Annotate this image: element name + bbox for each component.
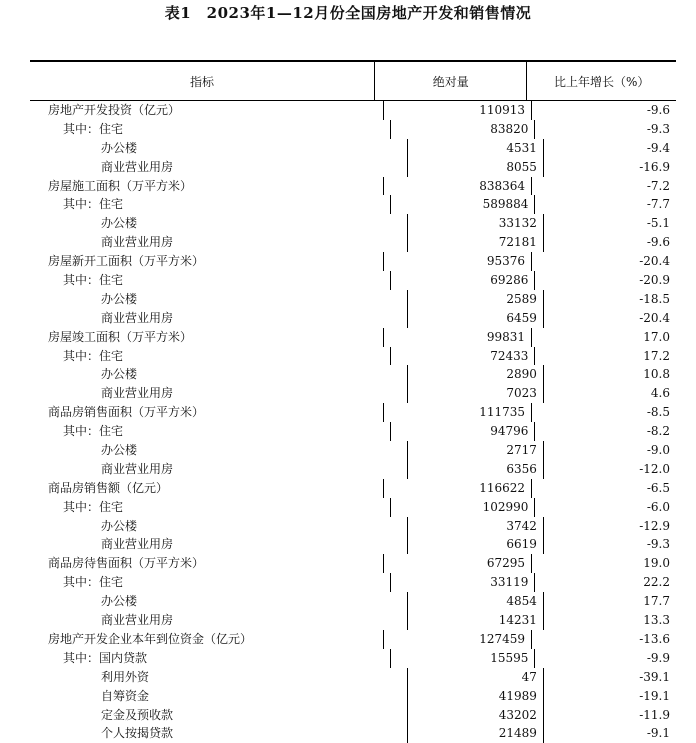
- row-indicator: [30, 649, 390, 668]
- row-label: 住宅: [99, 575, 124, 590]
- row-indicator: [30, 158, 407, 177]
- table-row: [30, 271, 676, 290]
- row-indicator: [30, 120, 390, 139]
- table-row: [30, 724, 676, 743]
- row-indicator: [30, 252, 383, 271]
- row-indicator: [30, 328, 383, 347]
- row-label: 商品房销售面积（万平方米）: [48, 405, 205, 420]
- table-row: [30, 328, 676, 347]
- row-prefix: 其中：: [63, 650, 100, 665]
- row-change: -18.5: [543, 290, 676, 309]
- table-row: [30, 611, 676, 630]
- row-indicator: [30, 535, 407, 554]
- row-label: 住宅: [99, 424, 124, 439]
- row-indicator: [30, 422, 390, 441]
- row-indicator: [30, 460, 407, 479]
- row-value: 6356: [407, 460, 543, 479]
- row-value: 8055: [407, 158, 543, 177]
- row-indicator: [30, 290, 407, 309]
- row-label: 住宅: [99, 121, 124, 136]
- row-change: -11.9: [543, 706, 676, 725]
- row-label: 商业营业用房: [101, 386, 174, 401]
- row-label: 自筹资金: [101, 688, 150, 703]
- row-change: -6.0: [534, 498, 676, 517]
- row-change: -9.0: [543, 441, 676, 460]
- row-indicator: [30, 724, 407, 743]
- row-indicator: [30, 177, 383, 196]
- row-change: -12.9: [543, 517, 676, 536]
- row-change: 10.8: [543, 365, 676, 384]
- row-value: 6459: [407, 309, 543, 328]
- row-value: 15595: [390, 649, 534, 668]
- row-value: 6619: [407, 535, 543, 554]
- row-value: 72433: [390, 347, 534, 366]
- row-change: 4.6: [543, 384, 676, 403]
- data-table: [30, 60, 676, 743]
- row-label: 定金及预收款: [101, 707, 174, 722]
- row-indicator: [30, 630, 383, 649]
- table-row: [30, 158, 676, 177]
- row-value: 21489: [407, 724, 543, 743]
- row-value: 33132: [407, 214, 543, 233]
- row-label: 办公楼: [101, 216, 138, 231]
- row-label: 商业营业用房: [101, 461, 174, 476]
- row-change: -12.0: [543, 460, 676, 479]
- row-value: 47: [407, 668, 543, 687]
- row-change: -39.1: [543, 668, 676, 687]
- table-row: [30, 687, 676, 706]
- row-prefix: 其中：: [63, 348, 100, 363]
- row-change: 19.0: [531, 554, 676, 573]
- table-row: [30, 479, 676, 498]
- table-row: [30, 139, 676, 158]
- table-row: [30, 422, 676, 441]
- table-row: [30, 101, 676, 120]
- row-label: 房屋新开工面积（万平方米）: [48, 254, 205, 269]
- row-change: -9.6: [543, 233, 676, 252]
- table-row: [30, 233, 676, 252]
- row-change: -9.4: [543, 139, 676, 158]
- row-label: 住宅: [99, 197, 124, 212]
- table-row: [30, 120, 676, 139]
- table-row: [30, 177, 676, 196]
- row-indicator: [30, 403, 383, 422]
- row-prefix: 其中：: [63, 575, 100, 590]
- row-indicator: [30, 365, 407, 384]
- table-body: [30, 101, 676, 743]
- row-change: 17.7: [543, 592, 676, 611]
- row-value: 3742: [407, 517, 543, 536]
- row-label: 住宅: [99, 499, 124, 514]
- row-label: 办公楼: [101, 140, 138, 155]
- row-indicator: [30, 195, 390, 214]
- row-change: 13.3: [543, 611, 676, 630]
- row-value: 2890: [407, 365, 543, 384]
- row-label: 商业营业用房: [101, 537, 174, 552]
- row-change: -16.9: [543, 158, 676, 177]
- row-label: 房地产开发投资（亿元）: [48, 103, 181, 117]
- table-row: [30, 649, 676, 668]
- row-label: 房地产开发企业本年到位资金（亿元）: [48, 631, 253, 646]
- row-value: 2589: [407, 290, 543, 309]
- row-indicator: [30, 214, 407, 233]
- row-value: 116622: [383, 479, 531, 498]
- row-label: 办公楼: [101, 518, 138, 533]
- row-change: -6.5: [531, 479, 676, 498]
- row-indicator: [30, 611, 407, 630]
- table-row: [30, 403, 676, 422]
- row-value: 589884: [390, 195, 534, 214]
- row-indicator: [30, 384, 407, 403]
- row-change: -9.1: [543, 724, 676, 743]
- table-row: [30, 668, 676, 687]
- row-value: 127459: [383, 630, 531, 649]
- table-row: [30, 592, 676, 611]
- row-change: -5.1: [543, 214, 676, 233]
- row-label: 房屋竣工面积（万平方米）: [48, 329, 193, 344]
- row-change: -20.4: [543, 309, 676, 328]
- table-row: [30, 498, 676, 517]
- header-absolute: 绝对量: [374, 62, 527, 100]
- row-value: 41989: [407, 687, 543, 706]
- row-prefix: 其中：: [63, 424, 100, 439]
- row-prefix: 其中：: [63, 197, 100, 212]
- row-prefix: 其中：: [63, 273, 100, 288]
- table-header: [30, 62, 676, 101]
- row-value: 4854: [407, 592, 543, 611]
- table-row: [30, 630, 676, 649]
- row-value: 14231: [407, 611, 543, 630]
- row-value: 4531: [407, 139, 543, 158]
- row-label: 国内贷款: [99, 650, 148, 665]
- row-change: -9.6: [531, 101, 676, 120]
- row-change: -7.7: [534, 195, 676, 214]
- row-change: 17.2: [534, 347, 676, 366]
- row-change: -9.9: [534, 649, 676, 668]
- table-row: [30, 535, 676, 554]
- row-indicator: [30, 668, 407, 687]
- row-value: 33119: [390, 573, 534, 592]
- row-label: 办公楼: [101, 443, 138, 458]
- table-row: [30, 347, 676, 366]
- row-change: -20.4: [531, 252, 676, 271]
- table-row: [30, 384, 676, 403]
- row-label: 商业营业用房: [101, 310, 174, 325]
- row-value: 110913: [383, 101, 531, 120]
- row-indicator: [30, 517, 407, 536]
- table-title: 表1 2023年1—12月份全国房地产开发和销售情况: [164, 4, 532, 22]
- row-indicator: [30, 347, 390, 366]
- row-value: 67295: [383, 554, 531, 573]
- row-change: -9.3: [534, 120, 676, 139]
- table-row: [30, 252, 676, 271]
- row-prefix: 其中：: [63, 121, 100, 136]
- row-label: 商品房销售额（亿元）: [48, 480, 169, 495]
- row-label: 商业营业用房: [101, 159, 174, 174]
- row-label: 个人按揭贷款: [101, 726, 174, 741]
- table-row: [30, 441, 676, 460]
- row-indicator: [30, 271, 390, 290]
- table-row: [30, 554, 676, 573]
- row-value: 94796: [390, 422, 534, 441]
- row-value: 43202: [407, 706, 543, 725]
- row-value: 83820: [390, 120, 534, 139]
- row-label: 商业营业用房: [101, 613, 174, 628]
- table-row: [30, 517, 676, 536]
- row-label: 办公楼: [101, 367, 138, 382]
- header-indicator: 指标: [189, 74, 214, 89]
- table-row: [30, 365, 676, 384]
- row-indicator: [30, 233, 407, 252]
- row-indicator: [30, 139, 407, 158]
- row-change: -13.6: [531, 630, 676, 649]
- row-change: -9.3: [543, 535, 676, 554]
- row-indicator: [30, 592, 407, 611]
- row-change: -8.5: [531, 403, 676, 422]
- row-change: -19.1: [543, 687, 676, 706]
- table-row: [30, 573, 676, 592]
- header-growth: 比上年增长（%）: [526, 62, 676, 100]
- row-indicator: [30, 687, 407, 706]
- row-value: 99831: [383, 328, 531, 347]
- row-value: 72181: [407, 233, 543, 252]
- row-value: 95376: [383, 252, 531, 271]
- row-value: 838364: [383, 177, 531, 196]
- row-change: 22.2: [534, 573, 676, 592]
- row-label: 商品房待售面积（万平方米）: [48, 556, 205, 571]
- table-row: [30, 460, 676, 479]
- table-row: [30, 195, 676, 214]
- table-row: [30, 290, 676, 309]
- row-change: -8.2: [534, 422, 676, 441]
- table-row: [30, 706, 676, 725]
- row-label: 住宅: [99, 273, 124, 288]
- row-value: 102990: [390, 498, 534, 517]
- row-label: 利用外资: [101, 669, 150, 684]
- row-label: 办公楼: [101, 291, 138, 306]
- row-indicator: [30, 101, 383, 120]
- row-prefix: 其中：: [63, 499, 100, 514]
- row-value: 7023: [407, 384, 543, 403]
- row-indicator: [30, 441, 407, 460]
- row-change: -20.9: [534, 271, 676, 290]
- row-value: 69286: [390, 271, 534, 290]
- row-change: 17.0: [531, 328, 676, 347]
- row-change: -7.2: [531, 177, 676, 196]
- row-indicator: [30, 498, 390, 517]
- row-label: 房屋施工面积（万平方米）: [48, 178, 193, 193]
- row-indicator: [30, 573, 390, 592]
- row-value: 111735: [383, 403, 531, 422]
- row-label: 住宅: [99, 348, 124, 363]
- row-indicator: [30, 706, 407, 725]
- row-indicator: [30, 309, 407, 328]
- table-row: [30, 309, 676, 328]
- row-indicator: [30, 479, 383, 498]
- row-label: 商业营业用房: [101, 235, 174, 250]
- row-label: 办公楼: [101, 594, 138, 609]
- row-value: 2717: [407, 441, 543, 460]
- table-row: [30, 214, 676, 233]
- row-indicator: [30, 554, 383, 573]
